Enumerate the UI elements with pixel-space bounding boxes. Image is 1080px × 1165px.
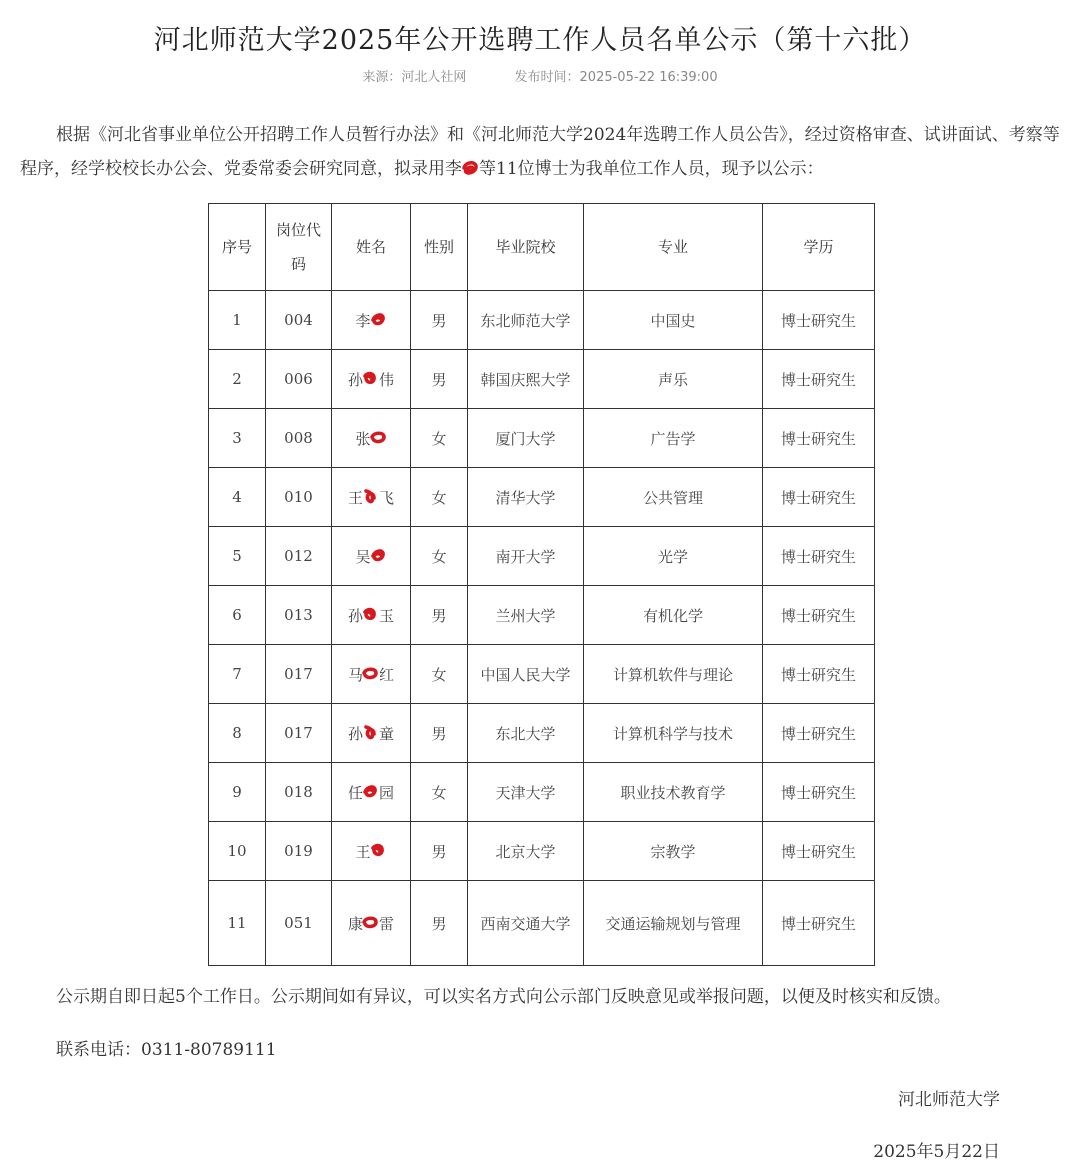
red-scribble-icon [370, 841, 388, 859]
cell-index: 7 [209, 645, 266, 704]
name-redaction [371, 312, 387, 328]
cell-name [332, 409, 411, 468]
cell-name [332, 291, 411, 350]
cell-name [332, 763, 411, 822]
name-first-part: 李 [355, 311, 371, 330]
name-redaction [363, 784, 379, 800]
name-redaction [371, 548, 387, 564]
name-last-part: 雷 [379, 914, 395, 933]
cell-position-code: 017 [266, 704, 332, 763]
name-first-part: 孙 [347, 724, 363, 743]
name-first-part: 孙 [347, 606, 363, 625]
cell-position-code: 051 [266, 881, 332, 966]
red-scribble-icon [362, 605, 380, 623]
article-meta [0, 66, 1080, 85]
intro-paragraph [20, 118, 1060, 186]
intro-text-before: 根据《河北省事业单位公开招聘工作人员暂行办法》和《河北师范大学2024年选聘工作人员公告》，经过资格审查、试讲面试、考察等程序，经学校校长办公会、党委常委会研究同意，拟录用李 [20, 125, 1060, 179]
header-school: 毕业院校 [468, 204, 584, 291]
cell-index: 1 [209, 291, 266, 350]
table-row [209, 881, 875, 966]
cell-school: 韩国庆熙大学 [468, 350, 584, 409]
header-position-code [266, 204, 332, 291]
table-row [209, 350, 875, 409]
cell-major: 光学 [584, 527, 763, 586]
name-wrap [348, 782, 394, 803]
cell-index: 2 [209, 350, 266, 409]
header-name: 姓名 [332, 204, 411, 291]
red-scribble-icon [362, 487, 380, 505]
name-first-part: 张 [355, 429, 371, 448]
name-wrap [348, 605, 394, 626]
cell-position-code: 018 [266, 763, 332, 822]
cell-gender: 女 [411, 527, 468, 586]
cell-position-code: 010 [266, 468, 332, 527]
cell-school: 天津大学 [468, 763, 584, 822]
cell-major: 宗教学 [584, 822, 763, 881]
name-redaction [371, 430, 387, 446]
cell-name [332, 586, 411, 645]
header-degree: 学历 [763, 204, 875, 291]
name-first-part: 王 [355, 842, 371, 861]
cell-degree: 博士研究生 [763, 645, 875, 704]
header-position-code-label: 岗位代码 [275, 221, 321, 273]
cell-degree: 博士研究生 [763, 763, 875, 822]
name-wrap [348, 369, 394, 390]
cell-name [332, 645, 411, 704]
name-last-part: 飞 [379, 488, 395, 507]
cell-degree: 博士研究生 [763, 350, 875, 409]
source-label: 来源：河北人社网 [362, 70, 467, 85]
cell-index: 11 [209, 881, 266, 966]
table-row [209, 291, 875, 350]
cell-position-code: 013 [266, 586, 332, 645]
name-first-part: 孙 [347, 370, 363, 389]
cell-gender: 女 [411, 409, 468, 468]
name-last-part: 童 [379, 724, 395, 743]
table-row [209, 645, 875, 704]
cell-index: 5 [209, 527, 266, 586]
name-redaction [363, 725, 379, 741]
table-row [209, 586, 875, 645]
cell-major: 中国史 [584, 291, 763, 350]
cell-degree: 博士研究生 [763, 527, 875, 586]
cell-index: 8 [209, 704, 266, 763]
cell-gender: 男 [411, 881, 468, 966]
name-redaction [363, 915, 379, 931]
cell-gender: 女 [411, 645, 468, 704]
cell-school: 东北师范大学 [468, 291, 584, 350]
cell-gender: 男 [411, 704, 468, 763]
cell-major: 广告学 [584, 409, 763, 468]
table-row [209, 704, 875, 763]
name-wrap [348, 487, 394, 508]
name-last-part: 红 [379, 665, 395, 684]
cell-degree: 博士研究生 [763, 409, 875, 468]
red-scribble-icon [370, 310, 388, 328]
red-scribble-icon [362, 782, 380, 800]
contact-phone: 联系电话：0311-80789111 [56, 1040, 277, 1060]
cell-position-code: 019 [266, 822, 332, 881]
cell-position-code: 012 [266, 527, 332, 586]
cell-gender: 男 [411, 822, 468, 881]
cell-school: 兰州大学 [468, 586, 584, 645]
name-wrap [348, 913, 394, 934]
table-row [209, 409, 875, 468]
cell-index: 6 [209, 586, 266, 645]
publish-time: 发布时间：2025-05-22 16:39:00 [514, 70, 718, 85]
cell-degree: 博士研究生 [763, 586, 875, 645]
name-first-part: 马 [347, 665, 363, 684]
cell-school: 南开大学 [468, 527, 584, 586]
header-major: 专业 [584, 204, 763, 291]
red-scribble-icon [362, 369, 380, 387]
table-row [209, 822, 875, 881]
name-wrap [355, 546, 386, 567]
name-wrap [355, 310, 386, 331]
cell-school: 北京大学 [468, 822, 584, 881]
name-redaction [371, 843, 387, 859]
red-scribble-icon [370, 546, 388, 564]
cell-gender: 女 [411, 763, 468, 822]
intro-redaction [462, 159, 479, 176]
cell-major: 交通运输规划与管理 [584, 881, 763, 966]
notice-text: 公示期自即日起5个工作日。公示期间如有异议，可以实名方式向公示部门反映意见或举报问题，以便及时核实和反馈。 [56, 987, 951, 1007]
cell-major: 计算机科学与技术 [584, 704, 763, 763]
intro-text-after: 等11位博士为我单位工作人员，现予以公示： [479, 159, 824, 179]
cell-position-code: 008 [266, 409, 332, 468]
red-scribble-icon [362, 664, 380, 682]
cell-degree: 博士研究生 [763, 468, 875, 527]
name-first-part: 王 [347, 488, 363, 507]
cell-school: 西南交通大学 [468, 881, 584, 966]
cell-major: 有机化学 [584, 586, 763, 645]
table-row [209, 468, 875, 527]
signature-date: 2025年5月22日 [873, 1142, 1000, 1162]
name-last-part: 园 [379, 783, 395, 802]
name-wrap [348, 664, 394, 685]
cell-name [332, 527, 411, 586]
cell-position-code: 004 [266, 291, 332, 350]
name-redaction [363, 489, 379, 505]
red-scribble-icon [462, 159, 479, 177]
cell-name [332, 822, 411, 881]
cell-major: 计算机软件与理论 [584, 645, 763, 704]
cell-school: 中国人民大学 [468, 645, 584, 704]
name-first-part: 吴 [355, 547, 371, 566]
cell-degree: 博士研究生 [763, 881, 875, 966]
cell-name [332, 881, 411, 966]
table-row [209, 763, 875, 822]
cell-gender: 男 [411, 291, 468, 350]
cell-major: 公共管理 [584, 468, 763, 527]
table-header-row [209, 204, 875, 291]
red-scribble-icon [362, 723, 380, 741]
signature-org: 河北师范大学 [898, 1090, 1000, 1110]
name-redaction [363, 666, 379, 682]
cell-index: 10 [209, 822, 266, 881]
cell-major: 职业技术教育学 [584, 763, 763, 822]
cell-name [332, 704, 411, 763]
name-redaction [363, 371, 379, 387]
name-redaction [363, 607, 379, 623]
cell-school: 清华大学 [468, 468, 584, 527]
table-row [209, 527, 875, 586]
name-wrap [355, 841, 386, 862]
cell-degree: 博士研究生 [763, 704, 875, 763]
cell-name [332, 350, 411, 409]
personnel-table [208, 203, 875, 966]
red-scribble-icon [370, 428, 388, 446]
name-first-part: 康 [347, 914, 363, 933]
name-wrap [355, 428, 386, 449]
cell-school: 厦门大学 [468, 409, 584, 468]
cell-major: 声乐 [584, 350, 763, 409]
cell-degree: 博士研究生 [763, 291, 875, 350]
header-index: 序号 [209, 204, 266, 291]
page-title: 河北师范大学2025年公开选聘工作人员名单公示（第十六批） [153, 25, 927, 56]
cell-school: 东北大学 [468, 704, 584, 763]
cell-gender: 女 [411, 468, 468, 527]
cell-index: 4 [209, 468, 266, 527]
cell-position-code: 017 [266, 645, 332, 704]
cell-degree: 博士研究生 [763, 822, 875, 881]
cell-position-code: 006 [266, 350, 332, 409]
cell-index: 3 [209, 409, 266, 468]
red-scribble-icon [362, 913, 380, 931]
header-gender: 性别 [411, 204, 468, 291]
cell-name [332, 468, 411, 527]
name-first-part: 任 [347, 783, 363, 802]
name-last-part: 玉 [379, 606, 395, 625]
cell-index: 9 [209, 763, 266, 822]
name-wrap [348, 723, 394, 744]
cell-gender: 男 [411, 350, 468, 409]
name-last-part: 伟 [379, 370, 395, 389]
cell-gender: 男 [411, 586, 468, 645]
